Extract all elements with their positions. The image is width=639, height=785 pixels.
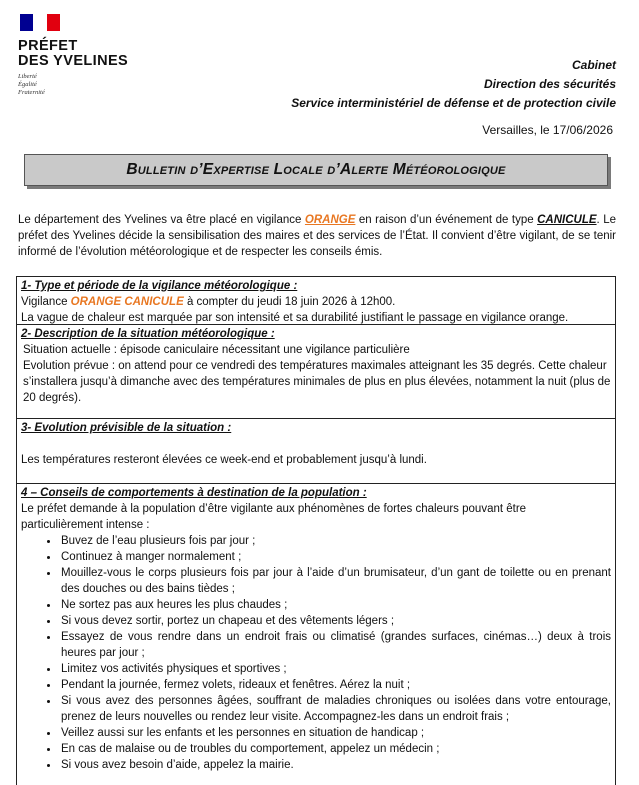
vigilance-justification: La vague de chaleur est marquée par son intensité et sa durabilité justifiant le passage en vigilance orange. [21, 312, 569, 324]
intro-text-1: Le département des Yvelines va être placé en vigilance [18, 214, 305, 226]
vigilance-label: ORANGE CANICULE [70, 296, 184, 308]
advice-item: • Buvez de l’eau plusieurs fois par jour ; [59, 533, 611, 549]
advice-item: • En cas de malaise ou de troubles du comportement, appelez un médecin ; [59, 741, 611, 757]
section-forecast [17, 419, 615, 484]
title-banner [24, 154, 608, 186]
flag-blue-stripe [20, 14, 33, 31]
flag-white-stripe [33, 14, 46, 31]
department-block [291, 56, 616, 113]
advice-item: • Si vous avez des personnes âgées, souffrant de maladies chroniques ou isolées dans votre entourage, prenez de leurs nouvelles ou rendez leur visite. Accompagnez-les dans un endroit frais ; [59, 693, 611, 725]
section-heading: 1- Type et période de la vigilance météorologique : [21, 280, 298, 292]
forecast-evolution: Evolution prévue : on attend pour ce vendredi des températures maximales atteignant les 35 degrés. Cette chaleur s’installera jusqu’à dimanche avec des températures minimales de plus en plus élevées, notamment la nuit (plus de 20 degrés). [23, 360, 611, 404]
advice-intro: Le préfet demande à la population d’être vigilante aux phénomènes de fortes chaleurs pouvant être particulièrement intense : [21, 503, 527, 531]
intro-paragraph [18, 212, 616, 260]
section-advice [17, 484, 615, 773]
section-heading: 3- Evolution prévisible de la situation : [21, 422, 232, 434]
document-title: Bulletin d’Expertise Locale d’Alerte Météorologique [126, 161, 506, 178]
vigilance-prefix: Vigilance [21, 296, 71, 308]
advice-item: • Si vous devez sortir, portez un chapeau et des vêtements légers ; [59, 613, 611, 629]
intro-text-2: en raison d’un événement de type [355, 214, 538, 226]
advice-list [21, 533, 611, 773]
section-vigilance-type [17, 277, 615, 325]
vigilance-start: à compter du jeudi 18 juin 2026 à 12h00. [183, 296, 396, 308]
department-cabinet: Cabinet [571, 58, 616, 72]
french-flag-icon [20, 14, 60, 31]
forecast-text: Les températures resteront élevées ce week-end et probablement jusqu’à lundi. [21, 454, 427, 466]
advice-item: • Veillez aussi sur les enfants et les personnes en situation de handicap ; [59, 725, 611, 741]
section-heading: 2- Description de la situation météorologique : [21, 328, 275, 340]
advice-item: • Ne sortez pas aux heures les plus chaudes ; [59, 597, 611, 613]
motto-egalite: Égalité [18, 81, 37, 88]
vigilance-level: ORANGE [304, 214, 356, 226]
department-direction: Direction des sécurités [483, 77, 616, 91]
prefecture-name-line1: PRÉFET [18, 38, 78, 54]
section-situation [17, 325, 615, 419]
vigilance-start-line [21, 294, 611, 310]
motto-fraternite: Fraternité [18, 89, 45, 96]
section-heading: 4 – Conseils de comportements à destination de la population : [21, 487, 367, 499]
prefecture-name-line2: DES YVELINES [18, 53, 129, 69]
republic-motto [18, 73, 138, 97]
advice-item: • Mouillez-vous le corps plusieurs fois par jour à l’aide d’un brumisateur, d’un gant de toilette ou en prenant des douches ou des bains tièdes ; [59, 565, 611, 597]
advice-item: • Pendant la journée, fermez volets, rideaux et fenêtres. Aérez la nuit ; [59, 677, 611, 693]
intro-text-3: . Le préfet des Yvelines décide la sensibilisation des maires et des services de l’État. Il convient d’être vigilant, de se tenir informé de l’évolution météorologique et de respecter les conseils émis. [18, 214, 617, 258]
flag-red-stripe [47, 14, 60, 31]
advice-item: • Essayez de vous rendre dans un endroit frais ou climatisé (grandes surfaces, cinémas…) deux à trois heures par jour ; [59, 629, 611, 661]
document-date: Versailles, le 17/06/2026 [482, 123, 613, 137]
department-service: Service interministériel de défense et de protection civile [291, 96, 616, 110]
event-type: CANICULE [537, 214, 597, 226]
current-situation: Situation actuelle : épisode caniculaire nécessitant une vigilance particulière [23, 344, 410, 356]
motto-liberte: Liberté [18, 73, 37, 80]
advice-item: • Si vous avez besoin d’aide, appelez la mairie. [59, 757, 611, 773]
bulletin-table [16, 276, 616, 785]
advice-item: • Continuez à manger normalement ; [59, 549, 611, 565]
advice-item: • Limitez vos activités physiques et sportives ; [59, 661, 611, 677]
prefecture-logo [18, 14, 138, 97]
